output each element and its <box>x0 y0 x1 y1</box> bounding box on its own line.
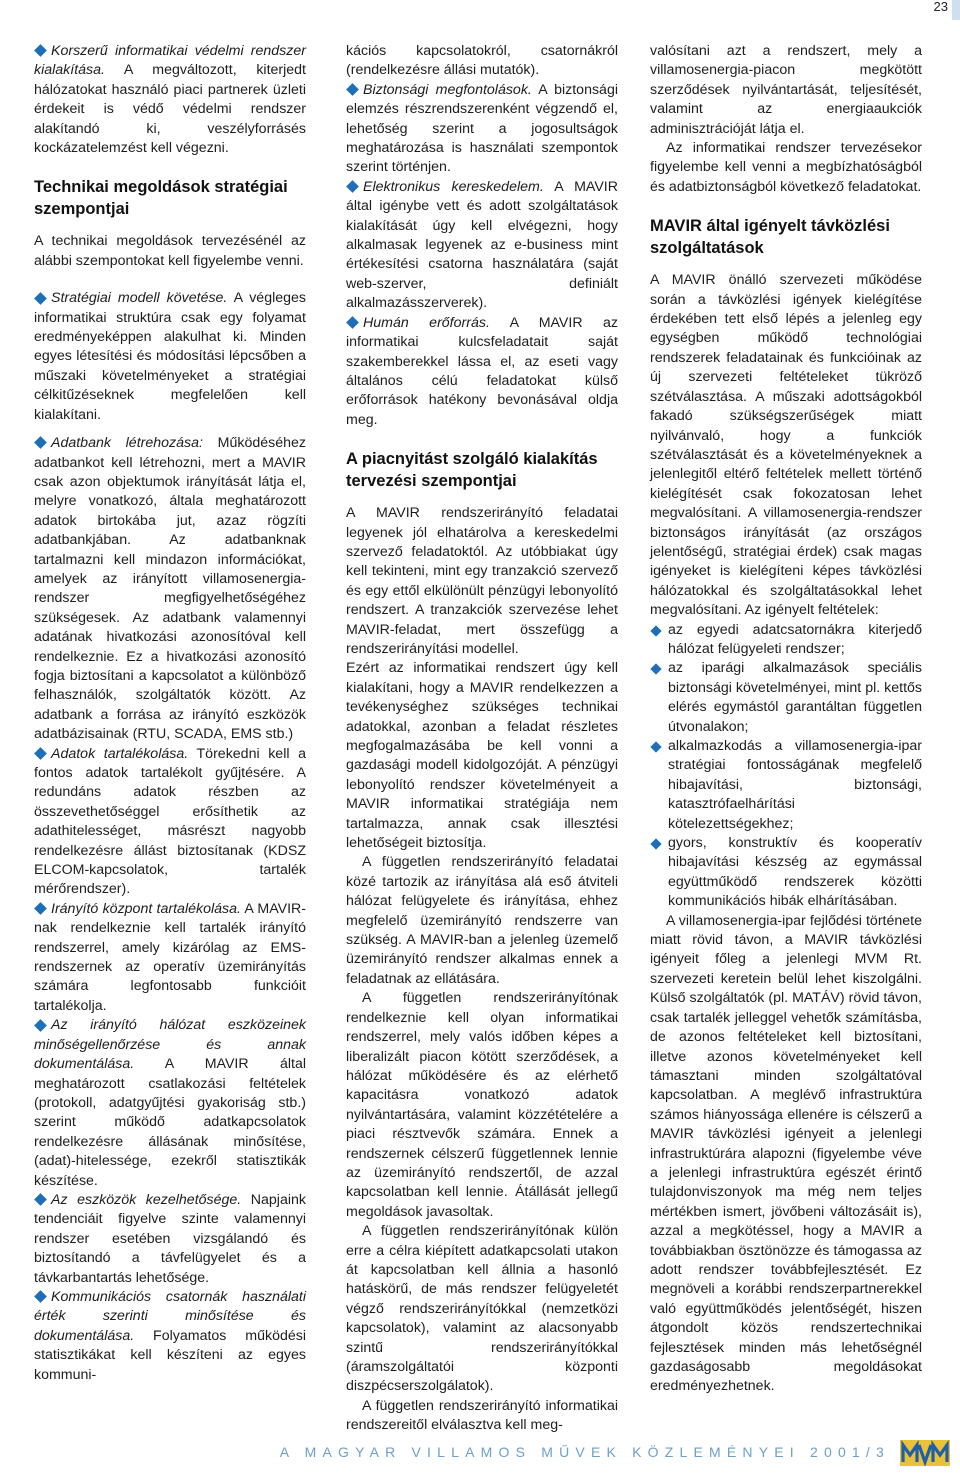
bullet-lead: Biztonsági megfontolások. <box>363 81 532 98</box>
bullet-text: A MAVIR az informatikai kulcsfeladatait saját szakemberekkel lássa el, az eseti vagy általános célú feladatokat külső erőforrások hatékony bevonásával oldja meg. <box>346 314 619 428</box>
bullet-lead: Kommunikációs csatornák használati érték szerinti minősítése és dokumentálása. <box>34 1288 306 1344</box>
paragraph: Az informatikai rendszer tervezésekor figyelembe kell venni a megbízhatóságból és adatbiztonságból következő feladatokat. <box>650 140 922 195</box>
requirements-list <box>650 621 922 912</box>
paragraph: A villamosenergia-ipar fejlődési története miatt rövid távon, a MAVIR távközlési igényeit főleg a jelenlegi MVM Rt. szervezeti keretein belül lehet kiszolgálni. Külső szolgáltatók (pl. MATÁV) rövid távon, csak tartalék jelleggel vehetők számításba, de azonos feltételeket kell biztosítani, illetve azonos követelményeket kell támasztani minden szolgáltatóval kapcsolatban. A meglévő infrastruktúra számos hiányossága ellenére is célszerű a MAVIR távközlési igényeit a jelenlegi infrastruktúrára alapozni (figyelembe véve a jelenlegi infrastruktúra egészét érintő tulajdonviszonyok ma még nem teljes mértékben ismert, jövőbeni változásáit is), azzal a megkötéssel, hogy a MAVIR a továbbiakban ösztönözze és támogassa az adott rendszer továbbfejlesztését. Ez megnöveli a korábbi rendszerpartnerekkel való együttműködés jelentőségét, hiszen átgondolt közös rendszertechnikai fejlesztések minden más lehetőségnél gazdaságosabb megoldásokat eredményezhetnek. <box>650 912 922 1395</box>
bullet-text: A MAVIR-nak rendelkeznie kell tartalék irányító rendszerrel, amely kizárólag az EMS-rendszernek az operatív üzemirányítás számára legfontosabb funkcióit tartalékolja. <box>34 900 306 1014</box>
paragraph: kációs kapcsolatokról, csatornákról (rendelkezésre állási mutatók). <box>346 43 618 79</box>
diamond-bullet-icon <box>34 747 47 760</box>
bullet-text: Működéséhez adatbankot kell létrehozni, mert a MAVIR csak azon objektumok irányítását látja el, melyre vonatkozó, általa meghatározott adatok birtokába jut, azaz rögzíti adatbankjában. Az adatbanknak tartalmazni kell mindazon információkat, amelyek az irányított villamosenergia-rendszer megfigyelhetőségéhez szükségesek. Az adatbank valamennyi adatának hivatkozási azonosítóval kell rendelkeznie. Ez a hivatkozási azonosító fogja biztosítani a kapcsolatot a különböző felhasználók, szolgáltatók között. Az adatbank a forrása az irányító eszközök adatbázisainak (RTU, SCADA, EMS stb.) <box>34 435 306 743</box>
bullet-paragraph <box>34 42 306 158</box>
bullet-lead: Az eszközök kezelhetősége. <box>51 1191 242 1208</box>
bullet-lead: Elektronikus kereskedelem. <box>363 178 544 195</box>
diamond-bullet-icon <box>34 1290 47 1303</box>
bullet-lead: Korszerű informatikai védelmi rendszer kialakítása. <box>34 43 306 79</box>
bullet-text: Napjaink tendenciáit figyelve szinte valamennyi rendszer esetében vizsgálandó és biztosítandó a távfelügyelet és a távkarbantartás lehetősége. <box>34 1191 306 1286</box>
diamond-bullet-icon <box>650 625 661 636</box>
bullet-lead: Stratégiai modell követése. <box>51 290 228 307</box>
paragraph: valósítani azt a rendszert, mely a villamosenergia-piacon megkötött szerződések nyilvántartását, teljesítését, valamint az energiaaukciók adminisztrációját látja el. <box>650 43 922 137</box>
diamond-bullet-icon <box>650 664 661 675</box>
paragraph: Ezért az informatikai rendszert úgy kell kialakítani, hogy a MAVIR rendelkezzen a tevékenységhez szükséges technikai adatokkal, azonban a feladat részletes megfogalmazásába be kell vonni a gazdasági modell kidolgozóját. A pénzügyi lebonyolító rendszer követelményeit a MAVIR informatikai stratégiája nem tartalmazza, annak csak illesztési lehetőségeit biztosítja. <box>346 660 618 852</box>
paragraph: A technikai megoldások tervezésénél az alábbi szempontokat kell figyelembe venni. <box>34 233 306 269</box>
bullet-lead: Irányító központ tartalékolása. <box>51 900 241 917</box>
column-2 <box>346 42 618 1436</box>
list-item: alkalmazkodás a villamosenergia-ipar stratégiai fontosságának megfelelő hibajavítási, biztonsági, katasztrófaelhárítási kötelezettségekhez; <box>650 737 922 834</box>
bullet-lead: Adatbank létrehozása: <box>51 435 203 452</box>
corner-accent-bar <box>952 0 960 20</box>
bullet-paragraph <box>346 81 618 178</box>
diamond-bullet-icon <box>346 180 359 193</box>
page-footer <box>0 1436 960 1474</box>
bullet-text: Törekedni kell a fontos adatok tartalékolt gyűjtésére. A redundáns adatok részben az összevethetőséggel erősíthetik az adathitelességet, másrészt nagyobb rendelkezésre állást biztosítanak (KDSZ ELCOM-kapcsolatok, tartalék mérőrendszer). <box>34 745 306 898</box>
bullet-lead: Adatok tartalékolása. <box>51 745 189 762</box>
paragraph: A független rendszerirányítónak külön erre a célra kiépített adatkapcsolati utakon át kapcsolatban kell állnia a hasonló hatáskörű, de más rendszer felügyeletét végző rendszerirányítókkal (nemzetközi kapcsolatok), valamint az alacsonyabb szintű rendszerirányítókkal (áramszolgáltatói központi diszpécserszolgálatok). <box>346 1223 618 1395</box>
bullet-paragraph <box>34 900 306 1016</box>
diamond-bullet-icon <box>650 741 661 752</box>
column-3 <box>650 42 922 1397</box>
paragraph: A független rendszerirányítónak rendelkeznie kell olyan informatikai rendszerrel, mely valós időben képes a liberalizált piacon kötött szerződések, a hálózat működésére és az elérhető kapacitásra vonatkozó adatok nyilvántartására, valamint közzétételére a piaci résztvevők számára. Ennek a rendszernek célszerű függetlennek lennie az üzemirányító rendszertől, de azzal kapcsolatban kell lennie. Átállását jellegű megoldások javasoltak. <box>346 990 618 1220</box>
bullet-text: Folyamatos működési statisztikákat kell készíteni az egyes kommuni- <box>34 1327 306 1383</box>
bullet-paragraph <box>34 434 306 745</box>
diamond-bullet-icon <box>34 292 47 305</box>
list-item: az egyedi adatcsatornákra kiterjedő hálózat felügyeleti rendszer; <box>650 621 922 660</box>
section-heading: Technikai megoldások stratégiai szempontjai <box>34 178 288 219</box>
column-1 <box>34 42 306 1385</box>
bullet-text: A MAVIR által meghatározott csatlakozási feltételek (protokoll, adatgyűjtési gyakoriság stb.) szerint működő adatkapcsolatok rendelkezésre állásának minősítése, (adat)-hitelessége, ezekről statisztikák készítése. <box>34 1056 306 1189</box>
diamond-bullet-icon <box>34 1193 47 1206</box>
bullet-text: A MAVIR által igénybe vett és adott szolgáltatások kialakítását úgy kell elvégezni, hogy alkalmasak legyenek az e-business mint értékesítési csatorna használatára (saját web-szerver, definiált alkalmazásszerverek). <box>346 178 618 312</box>
diamond-bullet-icon <box>34 436 47 449</box>
diamond-bullet-icon <box>34 44 47 57</box>
page-number: 23 <box>933 0 948 14</box>
bullet-lead: Humán erőforrás. <box>363 314 490 331</box>
bullet-paragraph <box>346 178 618 314</box>
paragraph: A független rendszerirányító feladatai közé tartozik az irányítása alá eső átviteli hálózat felügyelete és irányítása, ehhez megfelelő üzemirányító rendszerre van szükség. A MAVIR-ban a jelenleg üzemelő üzemirányító rendszer alkalmas ennek a feladatnak az ellátására. <box>346 854 618 987</box>
bullet-paragraph <box>34 289 306 425</box>
diamond-bullet-icon <box>34 902 47 915</box>
section-heading: A piacnyitást szolgáló kialakítás tervezési szempontjai <box>346 450 598 491</box>
paragraph: A MAVIR rendszerirányító feladatai legyenek jól elhatárolva a kereskedelmi szervező feladatoktól. Az utóbbiakat úgy kell tekinteni, mint egy tranzakció szervező és egy ettől elkülönült pénzügyi lebonyolító rendszert. A tranzakciók szervezése lehet MAVIR-feladat, mert összefügg a rendszerirányítási modellel. <box>346 505 618 657</box>
diamond-bullet-icon <box>346 316 359 329</box>
list-item: gyors, konstruktív és kooperatív hibajavítási készség az egymással együttműködő rendszerek közötti kommunikációs hibák elhárításában. <box>650 834 922 912</box>
paragraph: A független rendszerirányító informatikai rendszereitől elválasztva kell meg- <box>346 1397 618 1434</box>
paragraph: A MAVIR önálló szervezeti működése során a távközlési igények kielégítése érdekében tett első lépés a jelenleg egy egységben működő technológiai rendszerek feladatainak és funkcióinak az új szervezeti feltételeket tükröző szétválasztása. A műszaki adottságokból fakadó szükségszerűségek miatt nyilvánvaló, hogy a funkciók szétválasztását és a követelményeknek a jelenlegitől eltérő feltételek mellett történő kielégítését csak fokozatosan lehet megvalósítani. A villamosenergia-rendszer biztonságos irányítását (az országos jelentőségű, stratégiai érdek) csak magas igényeket is kielégíteni képes távközlési hálózatokkal és szolgáltatásokkal lehet megvalósítani. Az igényelt feltételek: <box>650 272 922 619</box>
bullet-paragraph <box>34 1016 306 1191</box>
mvm-logo-icon <box>900 1440 950 1466</box>
bullet-paragraph <box>34 1191 306 1288</box>
diamond-bullet-icon <box>346 83 359 96</box>
diamond-bullet-icon <box>650 838 661 849</box>
bullet-text: A megváltozott, kiterjedt hálózatokat használó piaci partnerek üzleti érdekeit is védő védelmi rendszer alakítandó ki, veszélyforrásés kockázatelemzést kell végezni. <box>34 62 306 157</box>
section-heading: MAVIR által igényelt távközlési szolgáltatások <box>650 217 890 258</box>
diamond-bullet-icon <box>34 1019 47 1032</box>
journal-title: A MAGYAR VILLAMOS MŰVEK KÖZLEMÉNYEI 2001/3 <box>279 1444 890 1460</box>
bullet-text: A biztonsági elemzés részrendszerenként végzendő el, lehetőség szerint a jogosultságok meghatározása is használati szempontok szerint történjen. <box>346 81 618 176</box>
bullet-text: A végleges informatikai struktúra csak egy folyamat eredményeképpen alakulhat ki. Minden egyes létesítési és módosítási lépcsőben a műszaki követelményeket a stratégiai célkitűzéseknek megfelelően kell kialakítani. <box>34 290 307 423</box>
bullet-paragraph <box>346 314 618 430</box>
bullet-lead: Az irányító hálózat eszközeinek minőségellenőrzése és annak dokumentálása. <box>34 1017 306 1073</box>
list-item: az iparági alkalmazások speciális biztonsági követelményei, mint pl. kettős elérés egymástól garantáltan független útvonalakon; <box>650 659 922 737</box>
bullet-paragraph <box>34 1288 306 1385</box>
bullet-paragraph <box>34 745 306 900</box>
